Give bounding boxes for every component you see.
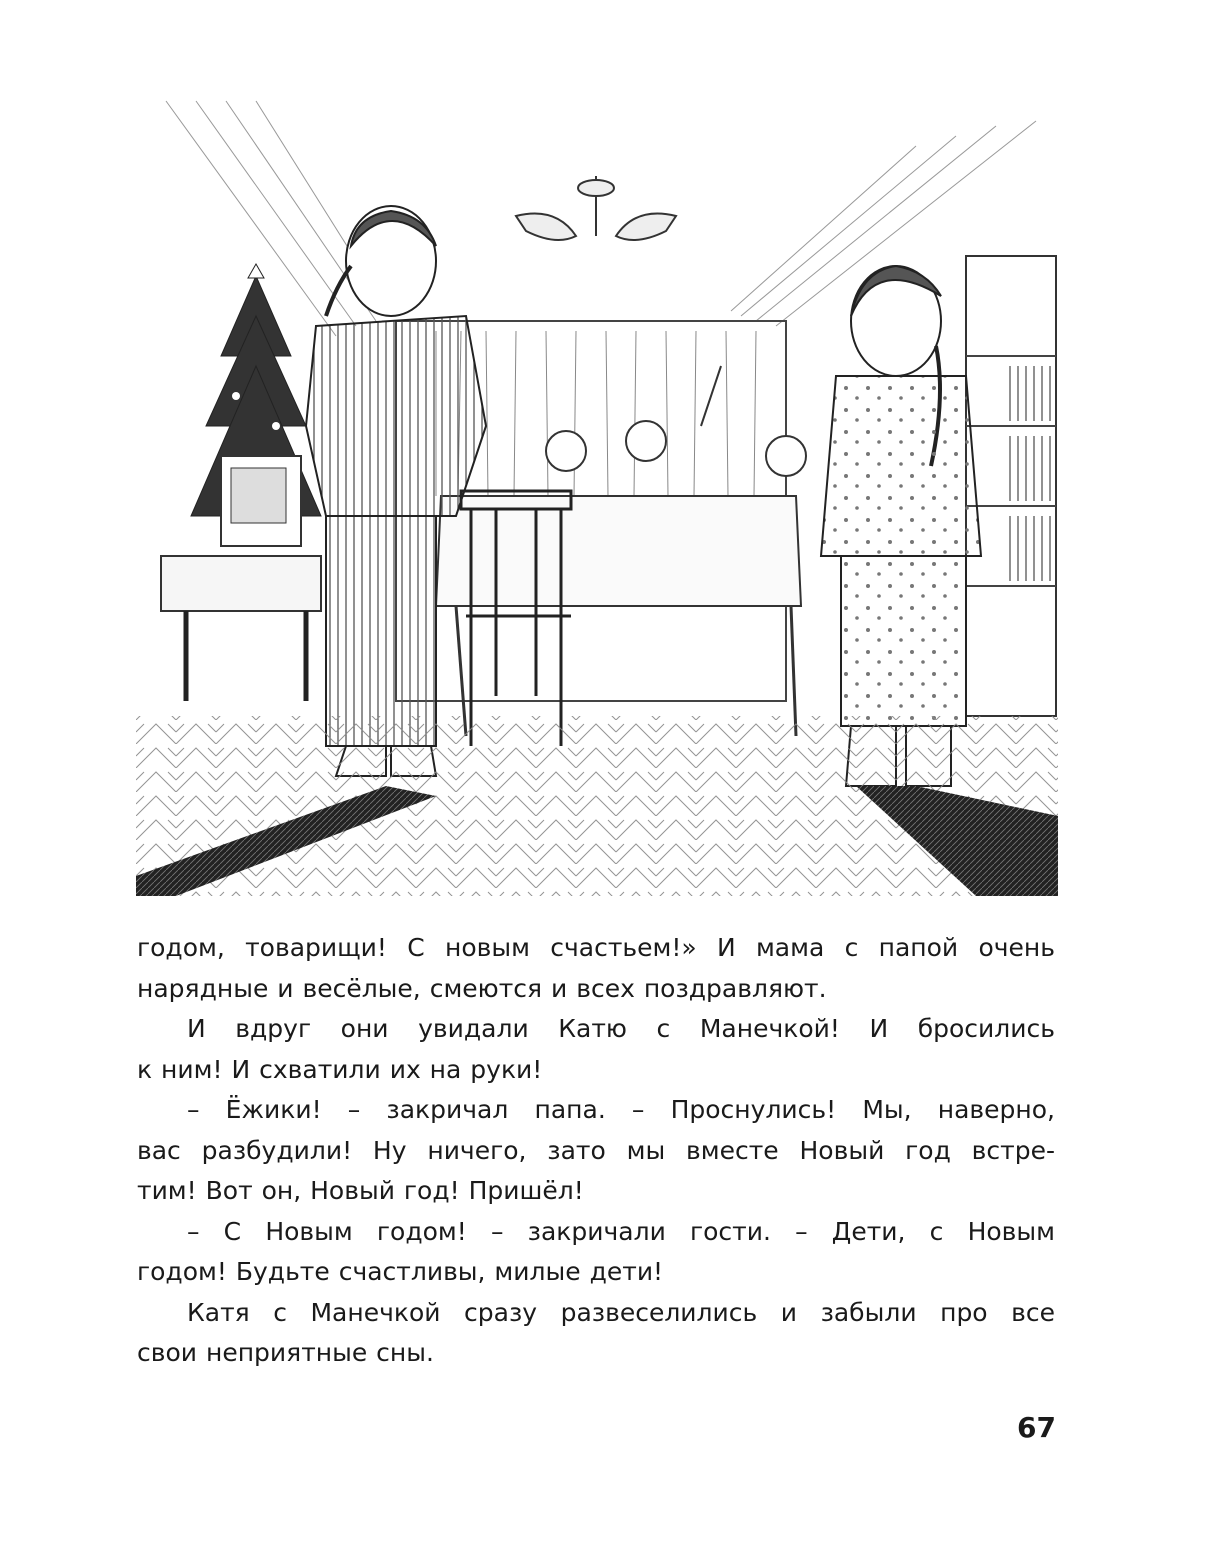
paragraph-3 [137,1090,1055,1212]
page-number: 67 [1017,1411,1056,1444]
illustration-drawing [136,96,1058,896]
paragraph-2 [137,1009,1055,1090]
text-line: И вдруг они увидали Катю с Манечкой! И бросились [187,1014,1055,1043]
text-line: нарядные и весёлые, смеются и всех поздравляют. [137,973,827,1003]
text-line: – Ёжики! – закричал папа. – Проснулись! Мы, наверно, [187,1095,1055,1124]
text-line: свои неприятные сны. [137,1338,434,1367]
illustration-new-year-party [136,96,1058,896]
text-line: годом, товарищи! С новым счастьем!» И мама с папой очень [137,933,1055,962]
text-line: Катя с Манечкой сразу развеселились и забыли про все [187,1297,1055,1327]
text-line: годом! Будьте счастливы, милые дети! [137,1257,664,1286]
text-line: – С Новым годом! – закричали гости. – Дети, с Новым [187,1216,1055,1246]
paragraph-1 [137,928,1055,1009]
paragraph-5 [137,1293,1055,1374]
body-text [137,928,1055,1374]
text-line: к ним! И схватили их на руки! [137,1054,543,1084]
text-line: вас разбудили! Ну ничего, зато мы вместе Новый год встре- [137,1135,1055,1165]
paragraph-4 [137,1212,1055,1293]
text-line: тим! Вот он, Новый год! Пришёл! [137,1176,584,1205]
